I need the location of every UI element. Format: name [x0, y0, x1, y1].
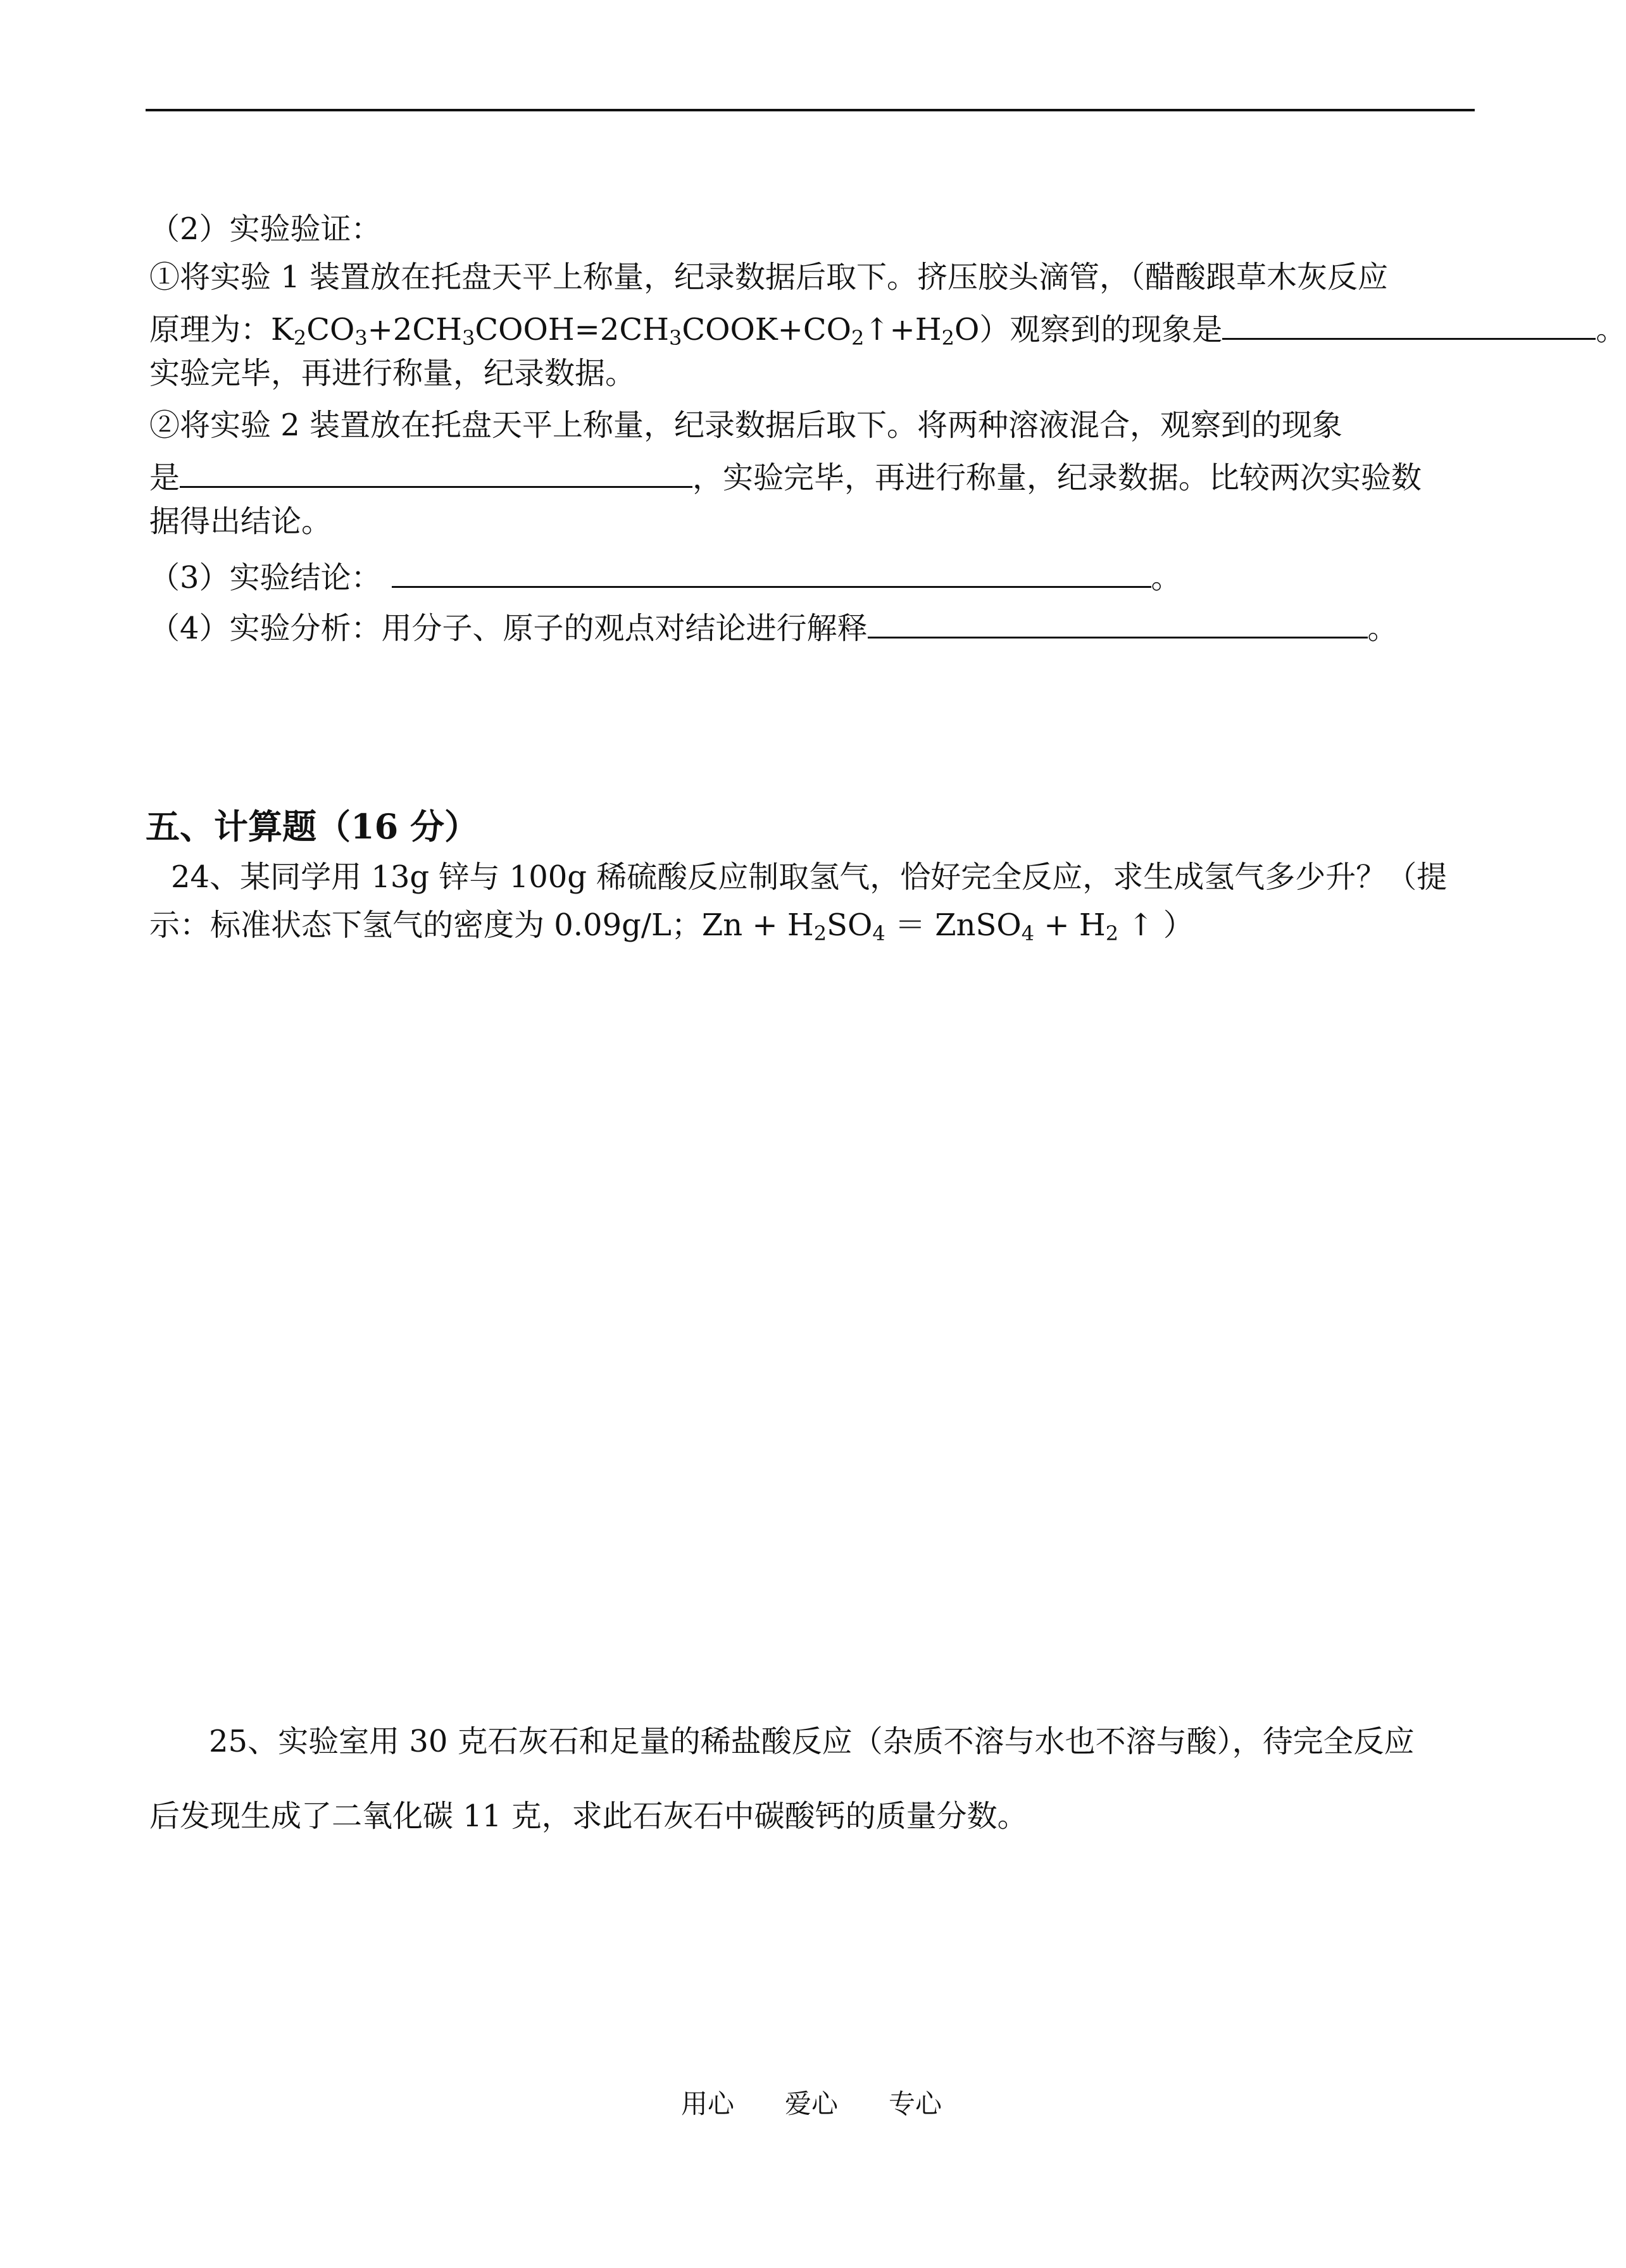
section2-title: （2）实验验证： [149, 211, 382, 247]
page-footer: 用心 爱心 专心 [681, 2088, 942, 2119]
section5-heading: 五、计算题（16 分） [146, 806, 478, 847]
header-rule [146, 109, 1475, 111]
q24-line1: 24、某同学用 13g 锌与 100g 稀硫酸反应制取氢气，恰好完全反应，求生成氢气多少升？（提 [171, 859, 1448, 895]
q25-line2: 后发现生成了二氧化碳 11 克，求此石灰石中碳酸钙的质量分数。 [149, 1798, 1028, 1834]
answer-blank-4[interactable] [868, 604, 1368, 639]
section3-line: （3）实验结论： 。 [149, 553, 1182, 598]
answer-blank-2[interactable] [180, 453, 692, 488]
section4-line: （4）实验分析：用分子、原子的观点对结论进行解释 。 [149, 604, 1398, 649]
item1-line3: 实验完毕，再进行称量，纪录数据。 [149, 356, 636, 391]
item2-line2: 是 ，实验完毕，再进行称量，纪录数据。比较两次实验数 [149, 453, 1422, 498]
item1-line2: 原理为：$K_2CO_3+2CH_3COOH=2CH_3COOK+CO_2↑+H_2O$）观察到的现象是 。 [149, 305, 1626, 350]
answer-blank-1[interactable] [1222, 305, 1596, 340]
q25-line1: 25、实验室用 30 克石灰石和足量的稀盐酸反应（杂质不溶与水也不溶与酸），待完全反应 [209, 1724, 1415, 1759]
item2-line1: ②将实验 2 装置放在托盘天平上称量，纪录数据后取下。将两种溶液混合，观察到的现象 [149, 408, 1343, 443]
item1-line1: ①将实验 1 装置放在托盘天平上称量，纪录数据后取下。挤压胶头滴管，（醋酸跟草木灰反应 [149, 259, 1389, 295]
q24-line2: 示：标准状态下氢气的密度为 0.09g/L；$Zn + H_2SO_4$ ＝ ZnSO$_4$ + $H_2$ ↑ ） [149, 907, 1194, 945]
item2-line3: 据得出结论。 [149, 504, 332, 539]
answer-blank-3[interactable] [392, 553, 1151, 588]
